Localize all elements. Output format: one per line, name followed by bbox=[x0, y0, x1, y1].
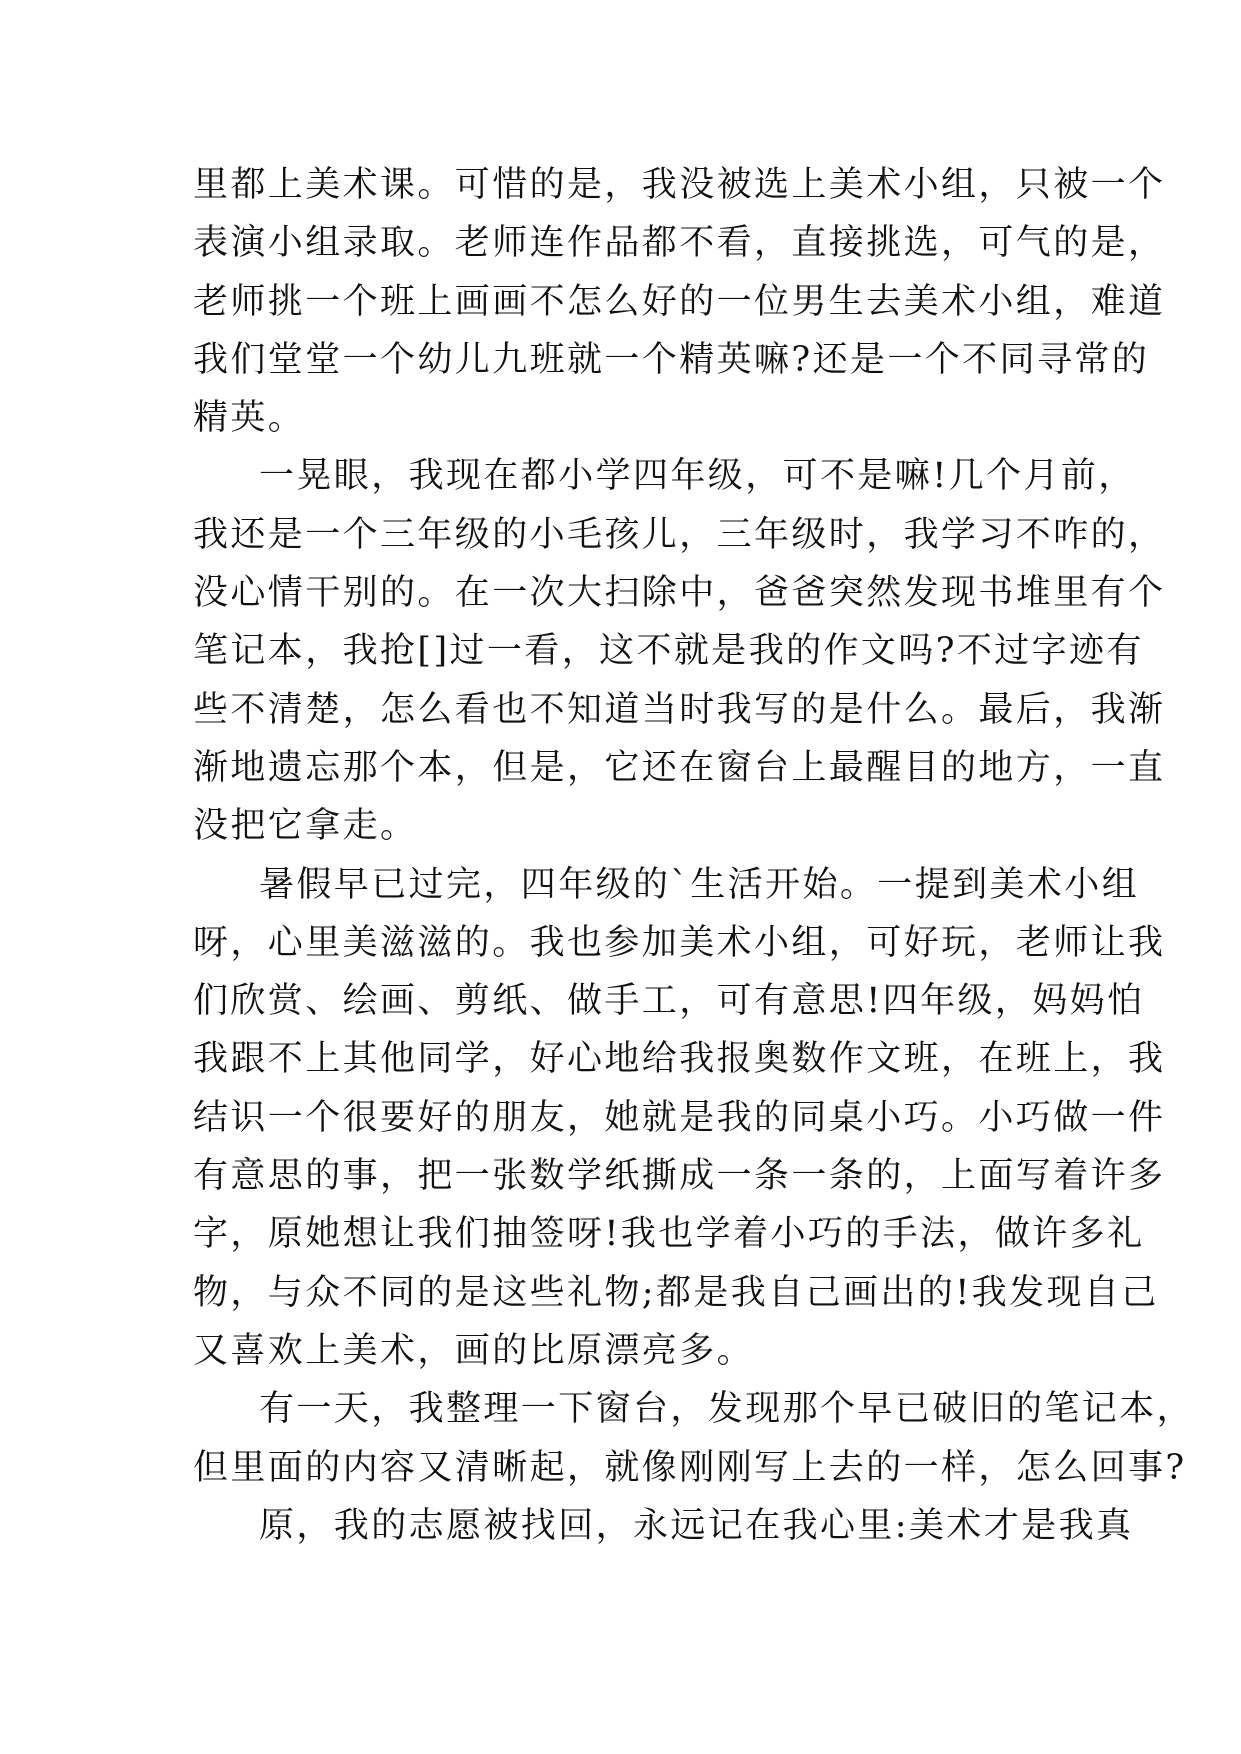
essay-text bbox=[193, 156, 1195, 1555]
text-line: 结识一个很要好的朋友，她就是我的同桌小巧。小巧做一件 bbox=[193, 1097, 1166, 1138]
text-line: 但里面的内容又清晰起，就像刚刚写上去的一样，怎么回事? bbox=[193, 1447, 1187, 1488]
text-line: 没心情干别的。在一次大扫除中，爸爸突然发现书堆里有个 bbox=[193, 573, 1166, 614]
text-line: 没把它拿走。 bbox=[193, 806, 418, 847]
text-line: 我们堂堂一个幼儿九班就一个精英嘛?还是一个不同寻常的 bbox=[193, 339, 1150, 380]
text-line: 物，与众不同的是这些礼物;都是我自己画出的!我发现自己 bbox=[193, 1272, 1159, 1313]
text-line: 我跟不上其他同学，好心地给我报奥数作文班，在班上，我 bbox=[193, 1039, 1166, 1080]
text-line: 暑假早已过完，四年级的`生活开始。一提到美术小组 bbox=[259, 864, 1140, 905]
text-line: 精英。 bbox=[193, 398, 306, 439]
text-line: 有意思的事，把一张数学纸撕成一条一条的，上面写着许多 bbox=[193, 1156, 1166, 1197]
text-line: 有一天，我整理一下窗台，发现那个早已破旧的笔记本， bbox=[259, 1389, 1195, 1430]
text-line: 原，我的志愿被找回，永远记在我心里:美术才是我真 bbox=[259, 1505, 1134, 1546]
text-line: 一晃眼，我现在都小学四年级，可不是嘛!几个月前， bbox=[259, 456, 1136, 497]
text-line: 些不清楚，怎么看也不知道当时我写的是什么。最后，我渐 bbox=[193, 689, 1166, 730]
text-line: 笔记本，我抢[]过一看，这不就是我的作文吗?不过字迹有 bbox=[193, 631, 1144, 672]
text-line: 里都上美术课。可惜的是，我没被选上美术小组，只被一个 bbox=[193, 165, 1166, 205]
text-line: 又喜欢上美术，画的比原漂亮多。 bbox=[193, 1330, 755, 1371]
text-line: 表演小组录取。老师连作品都不看，直接挑选，可气的是， bbox=[193, 223, 1166, 264]
text-line: 字，原她想让我们抽签呀!我也学着小巧的手法，做许多礼 bbox=[193, 1214, 1145, 1255]
text-line: 我还是一个三年级的小毛孩儿，三年级时，我学习不咋的， bbox=[193, 514, 1166, 555]
text-line: 老师挑一个班上画画不怎么好的一位男生去美术小组，难道 bbox=[193, 281, 1166, 322]
text-line: 呀，心里美滋滋的。我也参加美术小组，可好玩，老师让我 bbox=[193, 922, 1166, 963]
text-line: 渐地遗忘那个本，但是，它还在窗台上最醒目的地方，一直 bbox=[193, 747, 1166, 788]
text-line: 们欣赏、绘画、剪纸、做手工，可有意思!四年级，妈妈怕 bbox=[193, 981, 1145, 1022]
